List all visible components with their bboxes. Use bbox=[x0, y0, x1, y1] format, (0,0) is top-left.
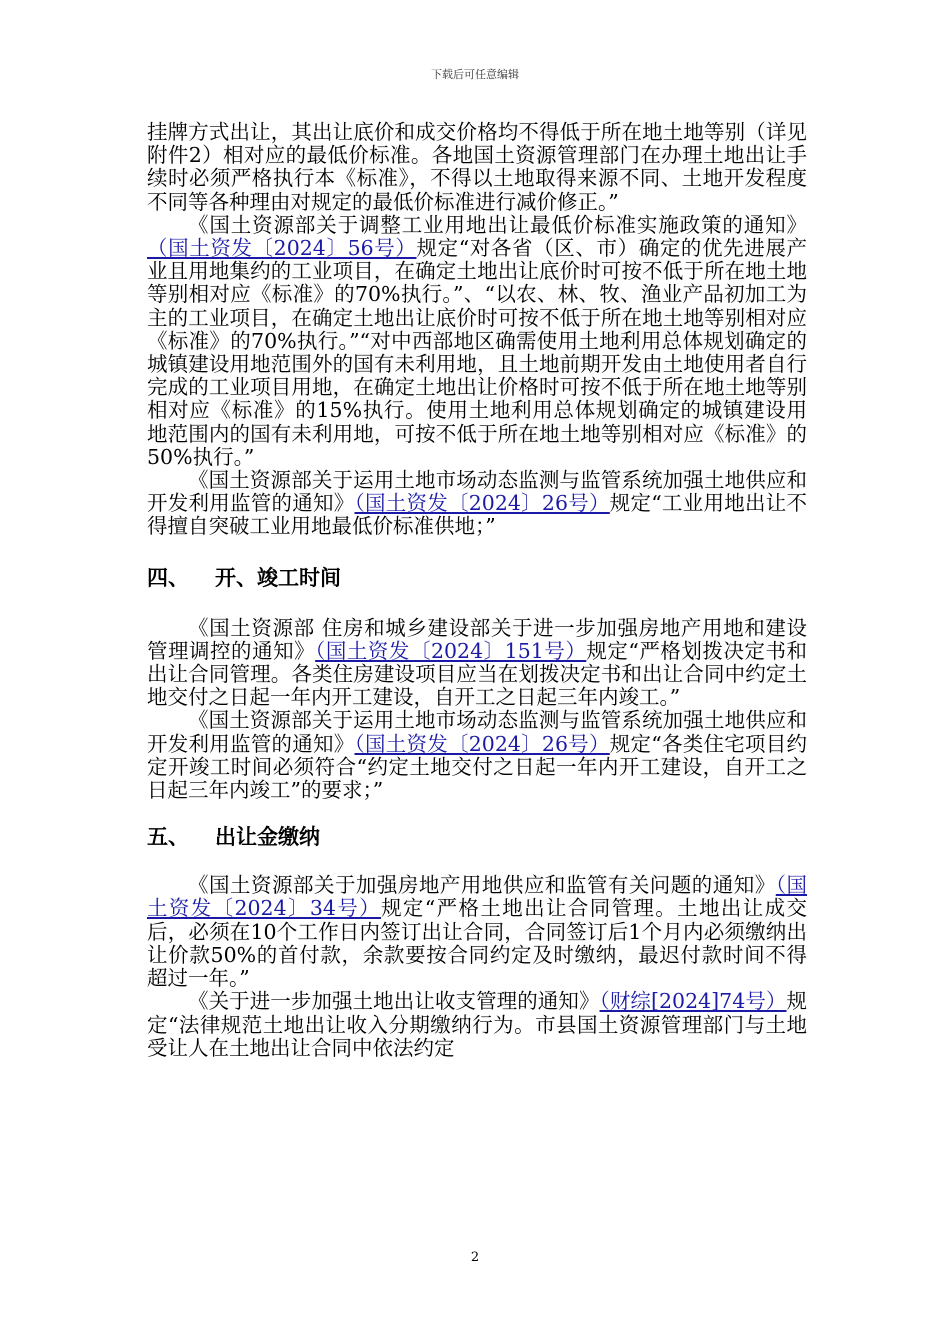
paragraph-4-body: 规定“严格划拨决定书和出让合同管理。各类住房建设项目应当在划拨决定书和出让合同中约定土地交付之日起一年内开工建设，自开工之日起三年内竣工。” bbox=[147, 638, 807, 710]
paragraph-5-title: 《国土资源部关于运用土地市场动态监测与监管系统加强土地供应和开发利用监管的通知》 bbox=[147, 708, 807, 756]
paragraph-7-body: 规定“法律规范土地出让收入分期缴纳行为。市县国土资源管理部门与土地受让人在土地出让合同中依法约定 bbox=[147, 989, 807, 1060]
paragraph-5 bbox=[147, 709, 807, 802]
paragraph-6-title: 《国土资源部关于加强房地产用地供应和监管有关问题的通知》 bbox=[188, 873, 776, 898]
paragraph-5-body: 规定“各类住宅项目约定开竣工时间必须符合“约定土地交付之日起一年内开工建设，自开工之日起三年内竣工”的要求；” bbox=[147, 731, 807, 803]
page-number: 2 bbox=[470, 1250, 480, 1265]
section-title: 出让金缴纳 bbox=[215, 825, 320, 850]
reference-link[interactable]: （国土资发〔2024〕26号） bbox=[354, 491, 610, 516]
paragraph-3-title: 《国土资源部关于运用土地市场动态监测与监管系统加强土地供应和开发利用监管的通知》 bbox=[147, 468, 807, 516]
paragraph-7 bbox=[147, 990, 807, 1060]
reference-link[interactable]: （国土资发〔2024〕34号） bbox=[147, 873, 808, 921]
section-number: 四、 bbox=[147, 565, 189, 590]
paragraph-7-title: 《关于进一步加强土地出让收支管理的通知》 bbox=[188, 989, 600, 1014]
reference-link[interactable]: （财综[2024]74号） bbox=[599, 989, 787, 1014]
document-body bbox=[147, 121, 807, 1060]
reference-link[interactable]: （国土资发〔2024〕151号） bbox=[315, 638, 587, 663]
page-header: 下载后可任意编辑 bbox=[431, 68, 519, 81]
paragraph-3-body: 规定“工业用地出让不得擅自突破工业用地最低价标准供地；” bbox=[147, 491, 807, 539]
paragraph-2-title: 《国土资源部关于调整工业用地出让最低价标准实施政策的通知》 bbox=[188, 212, 807, 237]
section-heading-5 bbox=[147, 824, 807, 850]
paragraph-2-body: 规定“对各省（区、市）确定的优先进展产业且用地集约的工业项目，在确定土地出让底价时可按不低于所在地土地等别相对应《标准》的70%执行。”、“以农、林、牧、渔业产品初加工为主的工业项目，在确定土地出让底价时可按不低于所在地土地等别相对应《标准》的70%执行。”“对中西部地区确需使用土地利用总体规划确定的城镇建设用地范围外的国有未利用地，且土地前期开发由土地使用者自行完成的工业项目用地，在确定土地出让价格时可按不低于所在地土地等别相对应《标准》的15%执行。使用土地利用总体规划确定的城镇建设用地范围内的国有未利用地，可按不低于所在地土地等别相对应《标准》的50%执行。” bbox=[147, 236, 807, 469]
section-title: 开、竣工时间 bbox=[215, 565, 341, 590]
paragraph-4 bbox=[147, 617, 807, 710]
reference-link[interactable]: （国土资发〔2024〕26号） bbox=[354, 731, 610, 756]
section-heading-4 bbox=[147, 565, 807, 591]
paragraph-4-title: 《国土资源部 住房和城乡建设部关于进一步加强房地产用地和建设管理调控的通知》 bbox=[147, 615, 807, 663]
paragraph-2 bbox=[147, 214, 807, 469]
reference-link[interactable]: （国土资发〔2024〕56号） bbox=[147, 236, 417, 261]
paragraph-1: 挂牌方式出让，其出让底价和成交价格均不得低于所在地土地等别（详见附件2）相对应的最低价标准。各地国土资源管理部门在办理土地出让手续时必须严格执行本《标准》，不得以土地取得来源不同、土地开发程度不同等各种理由对规定的最低价标准进行减价修正。” bbox=[147, 120, 807, 214]
section-number: 五、 bbox=[147, 825, 189, 850]
paragraph-6 bbox=[147, 874, 807, 990]
paragraph-3 bbox=[147, 469, 807, 539]
paragraph-6-body: 规定“严格土地出让合同管理。土地出让成交后，必须在10个工作日内签订出让合同，合同签订后1个月内必须缴纳出让价款50%的首付款，余款要按合同约定及时缴纳，最迟付款时间不得超过一年。” bbox=[147, 896, 807, 991]
